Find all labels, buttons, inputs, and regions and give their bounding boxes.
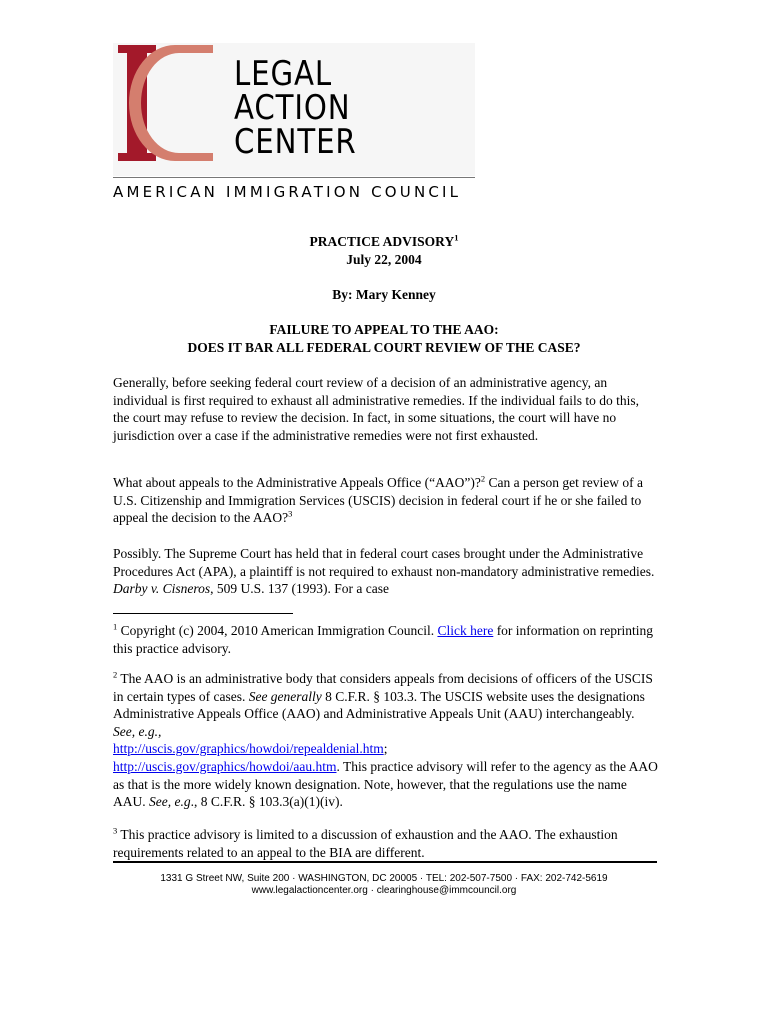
aau-link[interactable]: http://uscis.gov/graphics/howdoi/aau.htm [113, 758, 337, 774]
footer-divider [113, 861, 657, 863]
advisory-author: By: Mary Kenney [332, 287, 436, 302]
advisory-date: July 22, 2004 [346, 252, 422, 267]
paragraph-3: Possibly. The Supreme Court has held that in federal court cases brought under the Administrative Procedures Act (APA), a plaintiff is not required to exhaust non-mandatory administrative remedies. Darby v. Cisneros, 509 U.S. 137 (1993). For a case [113, 546, 655, 597]
footer-address: 1331 G Street NW, Suite 200 · WASHINGTON, DC 20005 · TEL: 202-507-7500 · FAX: 202-742-5619 [160, 873, 608, 884]
paragraph-1: Generally, before seeking federal court review of a decision of an administrative agency, an individual is first required to exhaust all administrative remedies. If the individual fails to do this, the court may refuse to review the decision. In fact, in some situations, the court will have no jurisdiction over a case if the administrative remedies were not first exhausted. [113, 375, 640, 443]
logo [113, 43, 475, 176]
footnote-3: $^3$ This practice advisory is limited to a discussion of exhaustion and the AAO. The exhaustion requirements related to an appeal to the BIA are different. [113, 825, 618, 860]
footer-contact: www.legalactioncenter.org · clearinghouse@immcouncil.org [251, 885, 517, 896]
paragraph-2: What about appeals to the Administrative Appeals Office (“AAO”)?$^2$ Can a person get review of a U.S. Citizenship and Immigration Services (USCIS) decision in federal court if he or she failed to appeal the decision to the AAO?$^3$ [113, 473, 643, 526]
footnote-1: $^1$ Copyright (c) 2004, 2010 American Immigration Council. Click here for information on reprinting this practice advisory. [113, 621, 654, 656]
logo-line-center: CENTER [234, 122, 357, 162]
logo-line-legal: LEGAL [234, 54, 333, 94]
repealdenial-link[interactable]: http://uscis.gov/graphics/howdoi/repealdenial.htm [113, 741, 384, 757]
footnote-divider [113, 613, 293, 614]
logo-mark-icon [113, 43, 223, 176]
footnote-2: $^2$ The AAO is an administrative body that considers appeals from decisions of officers of the USCIS in certain types of cases. See generally 8 C.F.R. § 103.3. The USCIS website uses the designations Administrative Appeals Office (AAO) and Administrative Appeals Unit (AAU) interchangeably. See, e.g., http://uscis.gov/graphics/howdoi/repealdenial.htm; http://uscis.gov/graphics/howdoi/aau.htm. This practice advisory will refer to the agency as the AAO as that is the more widely known designation. Note, however, that the regulations use the name AAU. See, e.g., 8 C.F.R. § 103.3(a)(1)(iv). [113, 669, 658, 810]
logo-org-name: AMERICAN IMMIGRATION COUNCIL [113, 183, 462, 201]
headline-line-2: DOES IT BAR ALL FEDERAL COURT REVIEW OF THE CASE? [187, 340, 581, 355]
logo-divider [113, 177, 475, 178]
headline-line-1: FAILURE TO APPEAL TO THE AAO: [269, 322, 499, 337]
click-here-link[interactable]: Click here [437, 623, 494, 638]
logo-wordmark [234, 54, 377, 162]
logo-line-action: ACTION [234, 88, 351, 128]
advisory-title: PRACTICE ADVISORY$^1$ [309, 232, 459, 249]
